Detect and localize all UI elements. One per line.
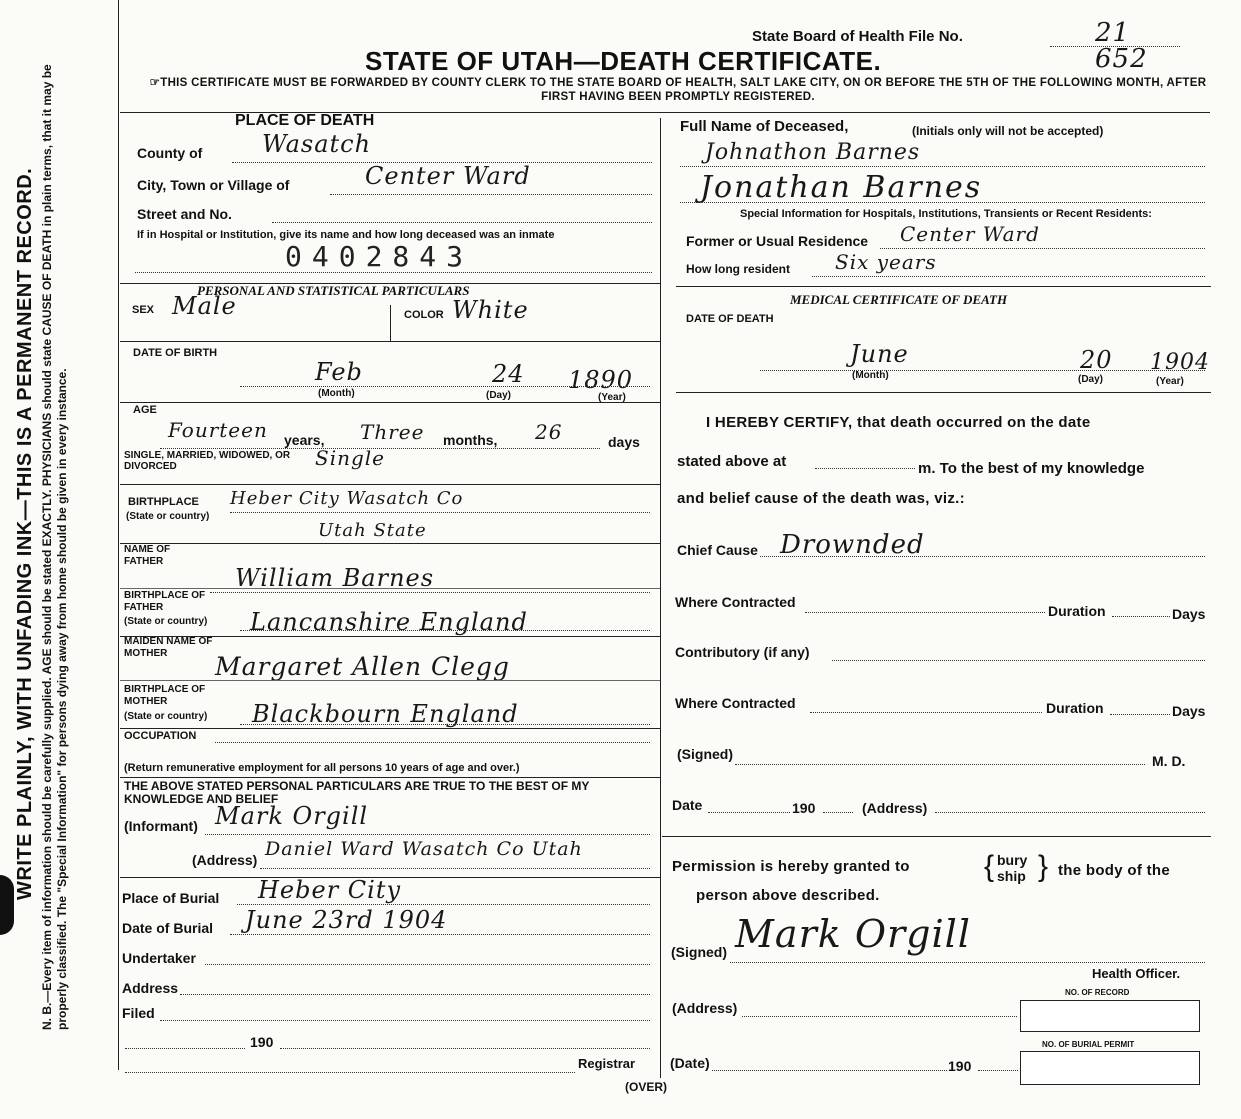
age-days: 26: [535, 420, 563, 444]
deceased-name-label: Full Name of Deceased,: [680, 118, 849, 135]
record-box: [1020, 1000, 1200, 1032]
certify-line-1: I HEREBY CERTIFY, that death occurred on the date: [706, 414, 1091, 431]
color-value: White: [452, 296, 529, 324]
cert-date-line: [708, 812, 790, 813]
where-contracted-label-2: Where Contracted: [675, 695, 796, 711]
occupation-note: (Return remunerative employment for all persons 10 years of age and over.): [124, 762, 520, 774]
street-label: Street and No.: [137, 206, 232, 222]
rule-birthplace: [120, 484, 660, 485]
left-border: [118, 0, 119, 1070]
rule-medical: [676, 286, 1211, 287]
resident-value: Six years: [835, 250, 937, 274]
burial-date-label: Date of Burial: [122, 920, 214, 936]
deceased-name-line: [680, 166, 1205, 167]
permission-date-label: (Date): [670, 1055, 710, 1071]
residence-value: Center Ward: [900, 222, 1040, 246]
street-line: [272, 222, 652, 223]
father-bp-value: Lancanshire England: [250, 608, 528, 636]
sidebar-nb-note: N. B.—Every item of information should be carefully supplied. AGE should be stated EXACTLY. PHYSICIANS should state CAUSE OF DEATH in plain terms, that it may be properly classified. The "Special Information" for persons dying away from home should be given in every instance.: [40, 64, 69, 1030]
informant-line: [205, 834, 650, 835]
occupation-line: [215, 742, 650, 743]
mother-bp-value: Blackbourn England: [252, 700, 519, 728]
dod-month-label: (Month): [852, 370, 889, 381]
permit-label: NO. OF BURIAL PERMIT: [1042, 1040, 1135, 1049]
marital-value: Single: [315, 446, 386, 470]
color-label: COLOR: [404, 309, 444, 321]
father-name-label: NAME OF FATHER: [124, 544, 171, 567]
burial-place-line: [237, 904, 650, 905]
permission-signed-line: [730, 962, 1205, 963]
resident-label: How long resident: [686, 262, 791, 276]
health-officer-label: Health Officer.: [1092, 966, 1181, 981]
permission-brace-open: {: [984, 850, 995, 883]
dob-year-label: (Year): [598, 392, 626, 403]
resident-line: [812, 276, 1205, 277]
mother-bp-sub: (State or country): [124, 711, 208, 722]
certify-time-line: [815, 468, 915, 469]
file-no-label: State Board of Health File No.: [752, 28, 963, 45]
dod-year-label: (Year): [1156, 376, 1184, 387]
permission-text-a: Permission is hereby granted to: [672, 858, 910, 875]
special-info: Special Information for Hospitals, Institutions, Transients or Recent Residents:: [740, 208, 1152, 220]
permission-year: 190: [948, 1058, 972, 1074]
rule-father: [120, 543, 660, 544]
months-label: months,: [443, 432, 498, 448]
filed-label: Filed: [122, 1005, 155, 1021]
dod-day: 20: [1080, 346, 1113, 374]
rule-father-bp: [120, 588, 660, 589]
rule-statement: [120, 777, 660, 778]
age-years: Fourteen: [168, 418, 268, 442]
permission-date-line: [712, 1070, 947, 1071]
duration-days-label: Days: [1172, 606, 1206, 622]
burial-date-line: [230, 934, 650, 935]
mother-name-value: Margaret Allen Clegg: [215, 652, 510, 681]
sidebar-write-plainly: WRITE PLAINLY, WITH UNFADING INK—THIS IS A PERMANENT RECORD.: [14, 167, 36, 900]
cert-address-line: [935, 812, 1205, 813]
dod-year: 1904: [1150, 350, 1210, 375]
birthplace-value-2: Utah State: [318, 520, 427, 541]
occupation-label: OCCUPATION: [124, 730, 197, 742]
duration-label-2: Duration: [1046, 700, 1104, 716]
personal-heading: PERSONAL AND STATISTICAL PARTICULARS: [197, 283, 470, 298]
cert-year: 190: [792, 800, 816, 816]
age-label: AGE: [133, 404, 157, 416]
signed-line: [735, 764, 1145, 765]
birthplace-line: [230, 512, 650, 513]
city-line: [330, 194, 652, 195]
dob-month-label: (Month): [318, 388, 355, 399]
dod-label: DATE OF DEATH: [686, 313, 774, 325]
days-label: days: [608, 434, 640, 450]
deceased-name-line-2: [680, 202, 1205, 203]
registrar-label: Registrar: [578, 1056, 636, 1071]
permit-box: [1020, 1051, 1200, 1085]
stamp-number: 0402843: [285, 240, 474, 273]
permission-text-b: the body of the: [1058, 862, 1170, 879]
hospital-line: [135, 272, 652, 273]
birthplace-label: BIRTHPLACE: [128, 496, 199, 508]
father-bp-line: [240, 630, 650, 631]
father-name-value: William Barnes: [235, 564, 435, 592]
residence-line: [880, 248, 1205, 249]
dob-month: Feb: [315, 358, 363, 386]
rule-dob: [120, 341, 660, 342]
instructions: ☞THIS CERTIFICATE MUST BE FORWARDED BY COUNTY CLERK TO THE STATE BOARD OF HEALTH, SALT LAKE CITY, ON OR BEFORE THE 5TH OF THE FOLLOWING MONTH, AFTER FIRST HAVING BEEN PROMPTLY REGISTERED.: [149, 77, 1207, 103]
city-value: Center Ward: [365, 162, 531, 190]
sex-color-divider: [390, 305, 391, 341]
dob-label: DATE OF BIRTH: [133, 347, 218, 359]
years-label: years,: [284, 432, 325, 448]
father-bp-sub: (State or country): [124, 616, 208, 627]
chief-cause-label: Chief Cause: [677, 542, 758, 558]
cert-date-label: Date: [672, 797, 703, 813]
permission-bury: bury: [997, 852, 1028, 868]
dod-day-label: (Day): [1078, 374, 1104, 385]
city-label: City, Town or Village of: [137, 177, 290, 193]
permission-signed-label: (Signed): [671, 944, 727, 960]
deceased-name-value: Johnathon Barnes: [705, 140, 921, 165]
contributory-label: Contributory (if any): [675, 644, 810, 660]
record-label: NO. OF RECORD: [1065, 988, 1130, 997]
file-no-value: 21 652: [1095, 18, 1148, 74]
rule-permission: [662, 836, 1211, 837]
permission-address-label: (Address): [672, 1000, 738, 1016]
permission-signature: Mark Orgill: [735, 912, 971, 956]
where-contracted-line-2: [810, 712, 1042, 713]
mother-bp-line: [240, 724, 650, 725]
address-label: (Address): [192, 852, 258, 868]
filed-year: 190: [250, 1034, 274, 1050]
permission-brace-close: }: [1038, 850, 1049, 883]
certify-line-2: stated above at: [677, 453, 787, 470]
duration-line: [1112, 616, 1170, 617]
filed-line: [160, 1020, 650, 1021]
chief-cause-value: Drownded: [780, 530, 925, 560]
rule-certify: [676, 392, 1211, 393]
burial-place-value: Heber City: [258, 876, 402, 904]
filed-year-line: [280, 1048, 650, 1049]
permission-ship: ship: [997, 868, 1026, 884]
address-line: [260, 868, 650, 869]
contributory-line: [832, 660, 1205, 661]
father-name-line: [210, 592, 650, 593]
duration-line-2: [1110, 714, 1170, 715]
deceased-name-value-2: Jonathan Barnes: [700, 170, 983, 205]
rule-occupation: [120, 728, 660, 729]
county-value: Wasatch: [262, 130, 372, 158]
informant-label: (Informant): [124, 818, 198, 834]
true-statement: THE ABOVE STATED PERSONAL PARTICULARS ARE TRUE TO THE BEST OF MY KNOWLEDGE AND BELIEF: [124, 779, 590, 806]
marital-label: SINGLE, MARRIED, WIDOWED, OR DIVORCED: [124, 450, 291, 472]
rule-age: [120, 402, 660, 403]
father-bp-label: BIRTHPLACE OF FATHER: [124, 590, 206, 613]
rule-mother-bp: [120, 680, 660, 681]
address-value: Daniel Ward Wasatch Co Utah: [265, 838, 583, 860]
duration-days-label-2: Days: [1172, 703, 1206, 719]
document-title: STATE OF UTAH—DEATH CERTIFICATE.: [365, 46, 882, 76]
dob-year: 1890: [568, 366, 634, 394]
burial-address-line: [180, 994, 650, 995]
birthplace-value: Heber City Wasatch Co: [230, 488, 464, 509]
informant-value: Mark Orgill: [215, 802, 369, 830]
md-label: M. D.: [1152, 753, 1186, 769]
deceased-name-note: (Initials only will not be accepted): [912, 124, 1104, 138]
dod-month: June: [850, 340, 909, 368]
permission-text-c: person above described.: [696, 887, 880, 904]
certify-line-3: and belief cause of the death was, viz.:: [677, 490, 965, 507]
where-contracted-label: Where Contracted: [675, 594, 796, 610]
sidebar: [0, 0, 115, 1119]
filed-date-line: [125, 1048, 245, 1049]
birthplace-sub: (State or country): [126, 511, 210, 522]
center-divider: [660, 118, 661, 1078]
hospital-note: If in Hospital or Institution, give its name and how long deceased was an inmate: [137, 229, 555, 241]
place-heading: PLACE OF DEATH: [235, 112, 375, 129]
cert-address-label: (Address): [862, 800, 928, 816]
residence-label: Former or Usual Residence: [686, 233, 869, 249]
sex-value: Male: [172, 292, 237, 320]
duration-label: Duration: [1048, 603, 1106, 619]
where-contracted-line: [805, 612, 1045, 613]
permission-address-line: [742, 1016, 1017, 1017]
age-months: Three: [360, 420, 425, 444]
dob-day-label: (Day): [486, 390, 512, 401]
certify-line-2b: m. To the best of my knowledge: [918, 460, 1145, 477]
burial-place-label: Place of Burial: [122, 890, 220, 906]
cert-year-line: [823, 812, 853, 813]
sex-label: SEX: [132, 304, 155, 316]
over-label: (OVER): [625, 1080, 667, 1094]
dob-day: 24: [492, 360, 525, 388]
undertaker-label: Undertaker: [122, 950, 196, 966]
medical-heading: MEDICAL CERTIFICATE OF DEATH: [790, 292, 1008, 307]
burial-address-label: Address: [122, 980, 179, 996]
mother-name-label: MAIDEN NAME OF MOTHER: [124, 636, 213, 659]
mother-bp-label: BIRTHPLACE OF MOTHER: [124, 684, 206, 707]
undertaker-line: [205, 964, 650, 965]
registrar-line: [125, 1072, 575, 1073]
dob-line: [240, 386, 650, 387]
chief-cause-line: [760, 556, 1205, 557]
dod-line: [760, 370, 1205, 371]
permission-year-line: [978, 1070, 1018, 1071]
scan-shadow: [0, 875, 14, 935]
signed-label: (Signed): [677, 746, 733, 762]
burial-date-value: June 23rd 1904: [245, 906, 448, 934]
county-label: County of: [137, 145, 203, 161]
